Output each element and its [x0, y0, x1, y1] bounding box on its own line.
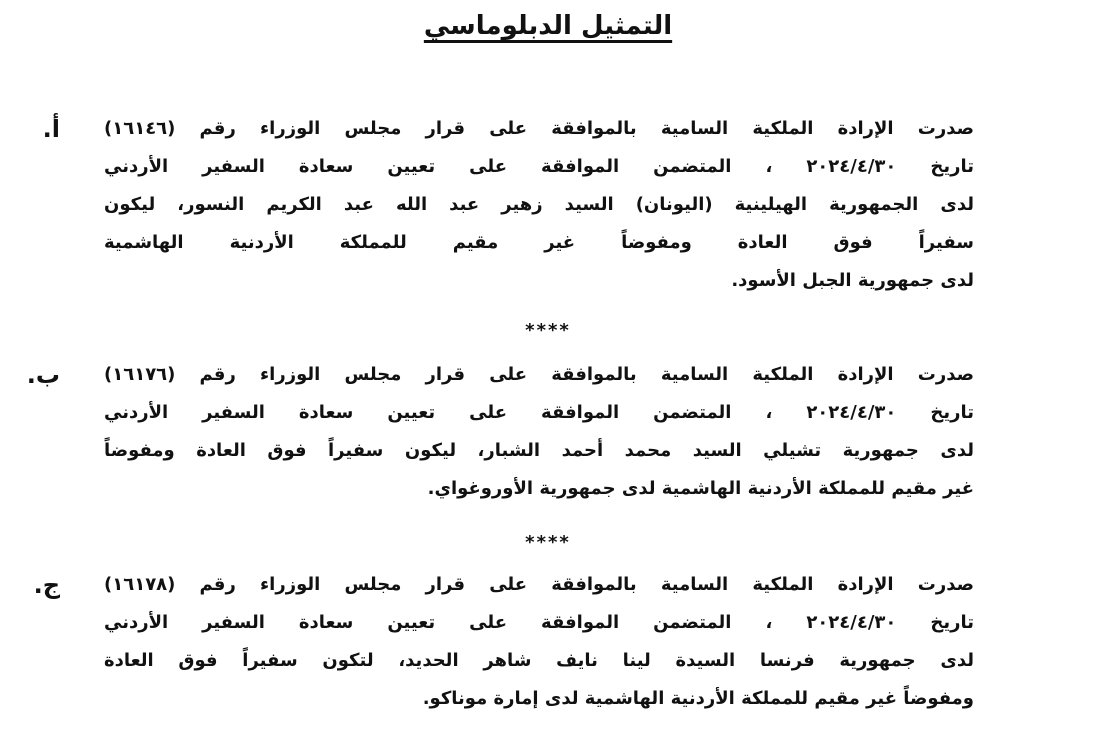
item-c-marker: ج. [33, 571, 60, 599]
item-a-line-1: صدرت الإرادة الملكية السامية بالموافقة على قرار مجلس الوزراء رقم (١٦١٤٦) [104, 118, 974, 139]
item-b-line-1: صدرت الإرادة الملكية السامية بالموافقة على قرار مجلس الوزراء رقم (١٦١٧٦) [104, 364, 974, 385]
item-b-marker: ب. [26, 361, 60, 389]
item-a-line-4: سفيراً فوق العادة ومفوضاً غير مقيم للمملكة الأردنية الهاشمية [104, 232, 974, 253]
item-a-line-3: لدى الجمهورية الهيلينية (اليونان) السيد زهير عبد الله عبد الكريم النسور، ليكون [104, 194, 974, 215]
separator-2: **** [525, 532, 571, 553]
item-c [104, 566, 974, 718]
item-a [104, 110, 974, 300]
document-title [0, 4, 1096, 48]
item-b-line-2: تاريخ ٢٠٢٤/٤/٣٠ ، المتضمن الموافقة على تعيين سعادة السفير الأردني [104, 402, 974, 423]
document-title-text: التمثيل الدبلوماسي [423, 11, 673, 41]
separator-1: **** [525, 320, 571, 341]
item-b-line-4: غير مقيم للمملكة الأردنية الهاشمية لدى جمهورية الأوروغواي. [427, 478, 974, 499]
item-c-line-3: لدى جمهورية فرنسا السيدة لينا نايف شاهر الحديد، لتكون سفيراً فوق العادة [104, 650, 974, 671]
item-c-line-4: ومفوضاً غير مقيم للمملكة الأردنية الهاشمية لدى إمارة موناكو. [422, 688, 974, 709]
item-b-line-3: لدى جمهورية تشيلي السيد محمد أحمد الشبار، ليكون سفيراً فوق العادة ومفوضاً [104, 440, 974, 461]
item-a-marker: أ. [42, 115, 60, 143]
item-c-line-1: صدرت الإرادة الملكية السامية بالموافقة على قرار مجلس الوزراء رقم (١٦١٧٨) [104, 574, 974, 595]
item-b [104, 356, 974, 508]
item-c-line-2: تاريخ ٢٠٢٤/٤/٣٠ ، المتضمن الموافقة على تعيين سعادة السفير الأردني [104, 612, 974, 633]
item-a-line-2: تاريخ ٢٠٢٤/٤/٣٠ ، المتضمن الموافقة على تعيين سعادة السفير الأردني [104, 156, 974, 177]
item-a-line-5: لدى جمهورية الجبل الأسود. [731, 270, 974, 291]
